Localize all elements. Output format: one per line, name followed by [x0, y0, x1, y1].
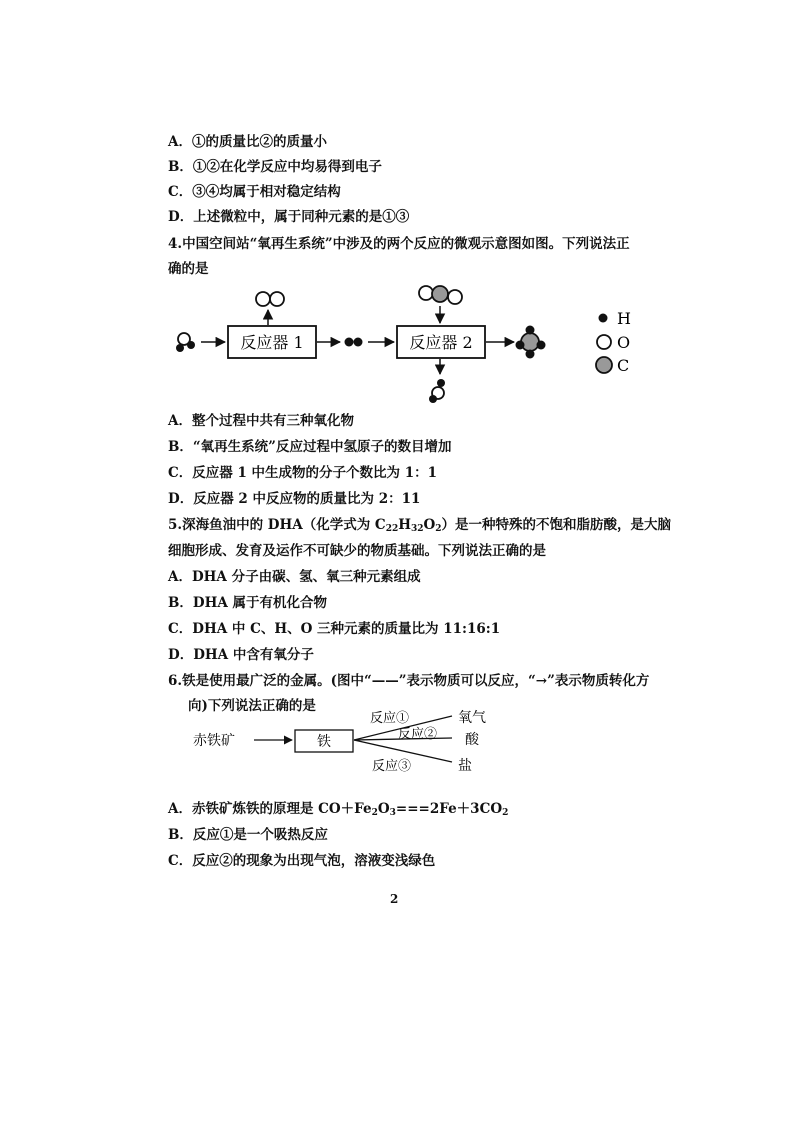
q4-option-d: D．反应器 2 中反应物的质量比为 2：11: [168, 491, 421, 507]
salt-label: 盐: [458, 758, 472, 774]
q3-option-a: A．①的质量比②的质量小: [168, 134, 327, 150]
q6-stem-line1: 6.铁是使用最广泛的金属。(图中“——”表示物质可以反应，“→”表示物质转化方: [168, 673, 650, 689]
oxygen-legend-swatch: [597, 335, 611, 349]
q3-option-d: D．上述微粒中，属于同种元素的是①③: [168, 209, 410, 225]
hydrogen-molecule: [345, 338, 363, 347]
q5-stem-line2: 细胞形成、发育及运作不可缺少的物质基础。下列说法正确的是: [168, 543, 546, 559]
q4-option-a: A．整个过程中共有三种氧化物: [168, 413, 354, 429]
reactor-2-label: 反应器 2: [409, 333, 473, 352]
hematite-label: 赤铁矿: [193, 733, 235, 749]
water-molecule-output: [429, 379, 445, 403]
q4-reaction-diagram: [0, 0, 792, 410]
q3-option-b: B．①②在化学反应中均易得到电子: [168, 159, 382, 175]
q4-option-c: C．反应器 1 中生成物的分子个数比为 1：1: [168, 465, 438, 481]
q5-option-c: C．DHA 中 C、H、O 三种元素的质量比为 11:16:1: [168, 621, 501, 637]
page-number: 2: [390, 892, 399, 906]
reaction-1-label: 反应①: [370, 711, 410, 726]
q5-option-d: D．DHA 中含有氧分子: [168, 647, 314, 663]
oxygen-molecule-output: [256, 292, 284, 306]
oxygen-label: 氧气: [458, 710, 486, 726]
reactor-1-label: 反应器 1: [240, 333, 304, 352]
carbon-legend-label: C: [617, 356, 630, 375]
iron-label: 铁: [317, 734, 331, 750]
q5-stem-line1: 5.深海鱼油中的 DHA（化学式为 $C_{22}H_{32}O_2$）是一种特殊的不饱和脂肪酸，是大脑: [168, 517, 672, 534]
q4-option-b: B．“氧再生系统”反应过程中氢原子的数目增加: [168, 439, 452, 455]
carbon-dioxide-input: [419, 286, 462, 304]
oxygen-legend-label: O: [617, 333, 631, 352]
reaction-2-label: 反应②: [398, 727, 438, 742]
q6-stem-line2: 向)下列说法正确的是: [188, 698, 316, 714]
q5-option-a: A．DHA 分子由碳、氢、氧三种元素组成: [168, 569, 421, 585]
carbon-legend-swatch: [596, 357, 612, 373]
q4-stem-line1: 4.中国空间站“氧再生系统”中涉及的两个反应的微观示意图如图。下列说法正: [168, 236, 630, 252]
atom-legend: [596, 309, 631, 375]
methane-molecule-output: [516, 326, 546, 359]
q6-option-b: B．反应①是一个吸热反应: [168, 827, 328, 843]
hydrogen-legend-swatch: [599, 314, 608, 323]
water-molecule-input: [176, 333, 195, 352]
reaction-3-label: 反应③: [372, 759, 412, 774]
q5-option-b: B．DHA 属于有机化合物: [168, 595, 328, 611]
q6-option-a: A．赤铁矿炼铁的原理是 $CO+Fe_2O_3===2Fe+3CO_2$: [168, 801, 509, 818]
hydrogen-legend-label: H: [617, 309, 631, 328]
q6-iron-diagram: [0, 700, 792, 780]
q4-stem-line2: 确的是: [168, 261, 209, 277]
acid-label: 酸: [465, 732, 479, 748]
q3-option-c: C．③④均属于相对稳定结构: [168, 184, 341, 200]
q6-option-c: C．反应②的现象为出现气泡，溶液变浅绿色: [168, 853, 436, 869]
